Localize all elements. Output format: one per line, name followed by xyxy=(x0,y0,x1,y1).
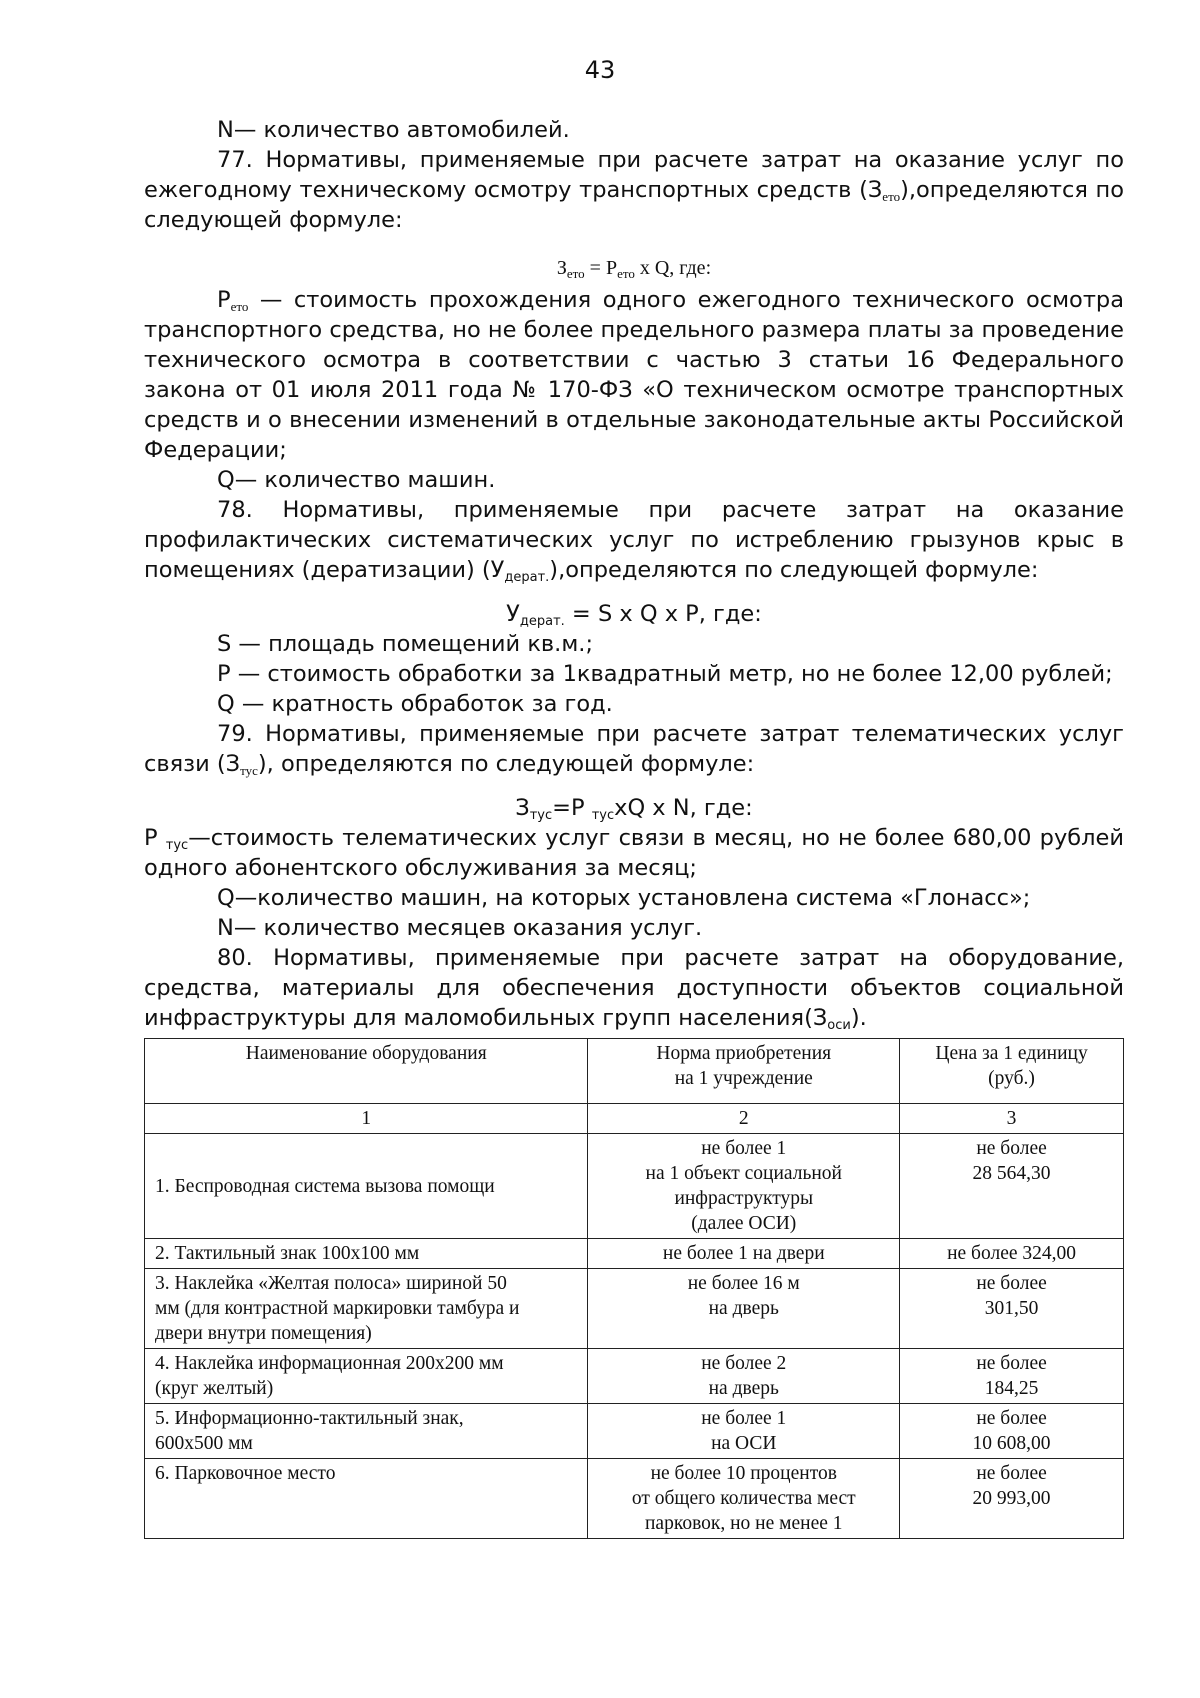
unit-price: не более 28 564,30 xyxy=(900,1134,1124,1239)
column-number: 1 xyxy=(145,1104,588,1134)
header-unit-price: Цена за 1 единицу (руб.) xyxy=(900,1039,1124,1104)
s-definition: S — площадь помещений кв.м.; xyxy=(217,631,594,657)
p-tus-definition: Р $_{тус}$—стоимость телематических услуг связи в месяц, но не более 680,00 рублей одного абонентского обслуживания за месяц; xyxy=(144,825,1124,881)
header-purchase-norm: Норма приобретения на 1 учреждение xyxy=(588,1039,900,1104)
equipment-name: 6. Парковочное место xyxy=(145,1459,588,1539)
header-equipment-name: Наименование оборудования xyxy=(145,1039,588,1104)
equipment-name: 1. Беспроводная система вызова помощи xyxy=(145,1134,588,1239)
unit-price: не более 184,25 xyxy=(900,1349,1124,1404)
equipment-table xyxy=(144,1038,1124,1539)
equipment-name: 5. Информационно-тактильный знак, 600х500 мм xyxy=(145,1404,588,1459)
column-number: 3 xyxy=(900,1104,1124,1134)
table-row xyxy=(145,1239,1124,1269)
equipment-name: 3. Наклейка «Желтая полоса» шириной 50 мм (для контрастной маркировки тамбура и двери внутри помещения) xyxy=(145,1269,588,1349)
purchase-norm: не более 10 процентов от общего количества мест парковок, но не менее 1 xyxy=(588,1459,900,1539)
purchase-norm: не более 1 на двери xyxy=(588,1239,900,1269)
column-number: 2 xyxy=(588,1104,900,1134)
unit-price: не более 20 993,00 xyxy=(900,1459,1124,1539)
page-number: 43 xyxy=(584,56,616,84)
paragraph-79: 79. Нормативы, применяемые при расчете затрат телематических услуг связи $(З_{тус})$, определяются по следующей формуле: xyxy=(144,721,1124,778)
table-row xyxy=(145,1134,1124,1239)
purchase-norm: не более 16 м на дверь xyxy=(588,1269,900,1349)
equipment-name: 2. Тактильный знак 100х100 мм xyxy=(145,1239,588,1269)
q-definition: Q — кратность обработок за год. xyxy=(217,691,613,717)
n-months-definition: N— количество месяцев оказания услуг. xyxy=(217,915,703,941)
paragraph-80: 80. Нормативы, применяемые при расчете затрат на оборудование, средства, материалы для обеспечения доступности объектов социальной инфраструктуры для маломобильных групп $населения(З_{оси})$. xyxy=(144,945,1124,1033)
q-glonass-definition: Q—количество машин, на которых установлена система «Глонасс»; xyxy=(217,885,1031,911)
table-row xyxy=(145,1349,1124,1404)
table-header-row xyxy=(145,1039,1124,1104)
unit-price: не более 10 608,00 xyxy=(900,1404,1124,1459)
equipment-name: 4. Наклейка информационная 200х200 мм (круг желтый) xyxy=(145,1349,588,1404)
formula-77: $З_{ето} = Р_{ето}$ х Q, где: xyxy=(556,257,712,281)
p-definition: Р — стоимость обработки за 1квадратный метр, но не более 12,00 рублей; xyxy=(217,661,1113,687)
paragraph-78: 78. Нормативы, применяемые при расчете затрат на оказание профилактических систематических услуг по истреблению грызунов крыс в помещениях (дератизации) $(У_{дерат.}),определяются$ по следующей формуле: xyxy=(144,497,1124,585)
table-row xyxy=(145,1404,1124,1459)
paragraph-77: 77. Нормативы, применяемые при расчете затрат на оказание услуг по ежегодному техническому осмотру транспортных средств $(З_{ето}),определяются$ по следующей формуле: xyxy=(144,147,1124,233)
p-eto-definition: $Р_{ето}$ — стоимость прохождения одного ежегодного технического осмотра транспортного средства, но не более предельного размера платы за проведение технического осмотра в соответствии с частью 3 статьи 16 Федерального закона от 01 июля 2011 года № 170-ФЗ «О техническом осмотре транспортных средств и о внесении изменений в отдельные законодательные акты Российской Федерации; xyxy=(144,287,1124,463)
formula-78: $У_{дерат.} = S$ х Q х Р, где: xyxy=(506,601,762,629)
table-row xyxy=(145,1459,1124,1539)
formula-79: $З_{тус}=Р$ $_{тус}$хQ х N, где: xyxy=(515,795,753,823)
q-cars-definition: Q— количество машин. xyxy=(217,467,496,493)
purchase-norm: не более 1 на ОСИ xyxy=(588,1404,900,1459)
table-row xyxy=(145,1269,1124,1349)
column-number-row xyxy=(145,1104,1124,1134)
n-cars-definition: N— количество автомобилей. xyxy=(217,117,570,143)
unit-price: не более 301,50 xyxy=(900,1269,1124,1349)
body-text xyxy=(144,115,1124,1033)
purchase-norm: не более 1 на 1 объект социальной инфраструктуры (далее ОСИ) xyxy=(588,1134,900,1239)
unit-price: не более 324,00 xyxy=(900,1239,1124,1269)
purchase-norm: не более 2 на дверь xyxy=(588,1349,900,1404)
